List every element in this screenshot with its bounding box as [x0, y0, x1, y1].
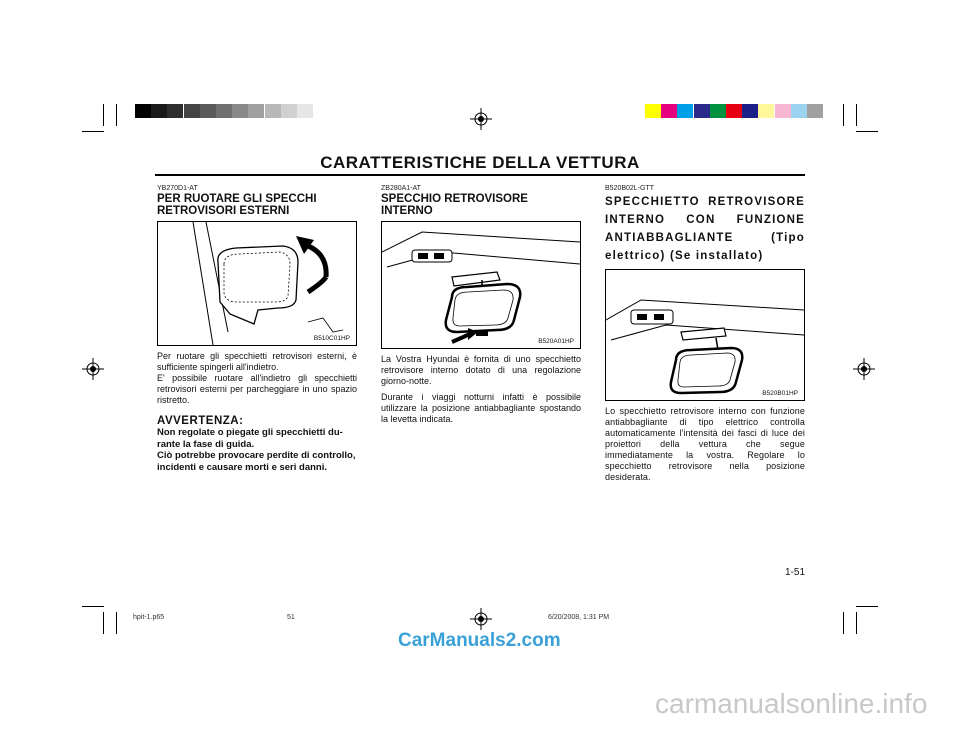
registration-swatch: [710, 104, 726, 118]
section-code: YB270D1-AT: [157, 185, 198, 192]
figure-code: B510C01HP: [313, 335, 350, 342]
registration-swatch: [775, 104, 791, 118]
warning-line: Ciò potrebbe provocare perdite di controllo, incidenti e causare morti e seri danni.: [157, 450, 356, 473]
registration-swatch: [694, 104, 710, 118]
crop-mark: [82, 606, 104, 607]
registration-swatch: [726, 104, 742, 118]
paragraph: Durante i viaggi notturni infatti è possibile utilizzare la posizione antiabbagliante spostando la levetta indicata.: [381, 392, 581, 424]
carmanuals-logo[interactable]: CarManuals2.com: [398, 630, 561, 651]
section-interior-mirror: [381, 185, 581, 425]
footer-date: 6/20/2008, 1:31 PM: [548, 614, 610, 621]
crop-mark: [116, 612, 117, 634]
crop-mark: [843, 104, 844, 126]
paragraph: E' possibile ruotare all'indietro gli specchietti retrovisori esterni per parcheggiare in uno spazio ristretto.: [157, 373, 357, 405]
registration-swatch: [645, 104, 661, 118]
section-exterior-mirrors: [157, 185, 357, 473]
page-number: 1-51: [784, 567, 805, 578]
title-rule: [155, 174, 805, 176]
figure-code: B520B01HP: [762, 390, 798, 397]
registration-swatch: [297, 104, 313, 118]
registration-swatch: [135, 104, 151, 118]
crop-mark: [843, 612, 844, 634]
registration-swatch: [184, 104, 200, 118]
registration-swatch: [807, 104, 823, 118]
section-heading: PER RUOTARE GLI SPECCHI RETROVISORI ESTERNI: [157, 193, 317, 217]
registration-swatch: [281, 104, 297, 118]
registration-swatch: [151, 104, 167, 118]
exterior-mirror-illustration: [158, 222, 356, 345]
paragraph: Lo specchietto retrovisore interno con funzione antiabbagliante di tipo elettrico controlla automaticamente l'intensità dei fasci di luce dei proiettori della vettura che segue immediatamente la vostra. Regolare lo specchietto retrovisore nella posizione desiderata.: [605, 406, 805, 482]
figure-electrochromic-mirror: [605, 269, 805, 401]
registration-swatch: [791, 104, 807, 118]
registration-swatch: [232, 104, 248, 118]
figure-exterior-mirror: [157, 221, 357, 346]
registration-target-icon: [470, 108, 492, 130]
interior-mirror-illustration: [382, 222, 580, 348]
electrochromic-mirror-illustration: [606, 270, 804, 400]
registration-target-icon: [853, 358, 875, 380]
registration-swatch: [661, 104, 677, 118]
registration-swatch: [742, 104, 758, 118]
registration-swatch: [265, 104, 281, 118]
registration-swatch: [216, 104, 232, 118]
crop-mark: [856, 606, 878, 607]
section-code: ZB280A1-AT: [381, 185, 421, 192]
section-heading: SPECCHIETTO RETROVISORE INTERNO CON FUNZIONE ANTIABBAGLIANTE (Tipo elettrico) (Se installato): [605, 196, 805, 262]
registration-swatch: [677, 104, 693, 118]
warning-line: Non regolate o piegate gli specchietti du-rante la fase di guida.: [157, 427, 343, 450]
crop-mark: [856, 131, 878, 132]
registration-target-icon: [470, 608, 492, 630]
section-code: B520B02L-GTT: [605, 185, 655, 192]
registration-swatch: [167, 104, 183, 118]
section-heading: SPECCHIO RETROVISORE INTERNO: [381, 193, 528, 217]
crop-mark: [856, 612, 857, 634]
warning-title: AVVERTENZA:: [157, 415, 244, 427]
paragraph: La Vostra Hyundai è fornita di uno specchietto retrovisore interno dotato di una regolazione giorno-notte.: [381, 354, 581, 386]
figure-code: B520A01HP: [538, 338, 574, 345]
figure-interior-mirror: [381, 221, 581, 349]
page-title: CARATTERISTICHE DELLA VETTURA: [320, 153, 640, 172]
watermark: carmanualsonline.info: [655, 688, 928, 719]
paragraph: Per ruotare gli specchietti retrovisori esterni, è sufficiente spingerli all'indietro.: [157, 351, 357, 372]
footer-page: 51: [287, 614, 295, 621]
registration-swatch: [248, 104, 264, 118]
crop-mark: [103, 612, 104, 634]
registration-swatch: [200, 104, 216, 118]
registration-target-icon: [82, 358, 104, 380]
footer-file: hpit-1.p65: [133, 614, 165, 621]
registration-swatch: [758, 104, 774, 118]
crop-mark: [116, 104, 117, 126]
crop-mark: [82, 131, 104, 132]
crop-mark: [103, 104, 104, 126]
crop-mark: [856, 104, 857, 126]
section-electrochromic-mirror: [605, 185, 805, 483]
